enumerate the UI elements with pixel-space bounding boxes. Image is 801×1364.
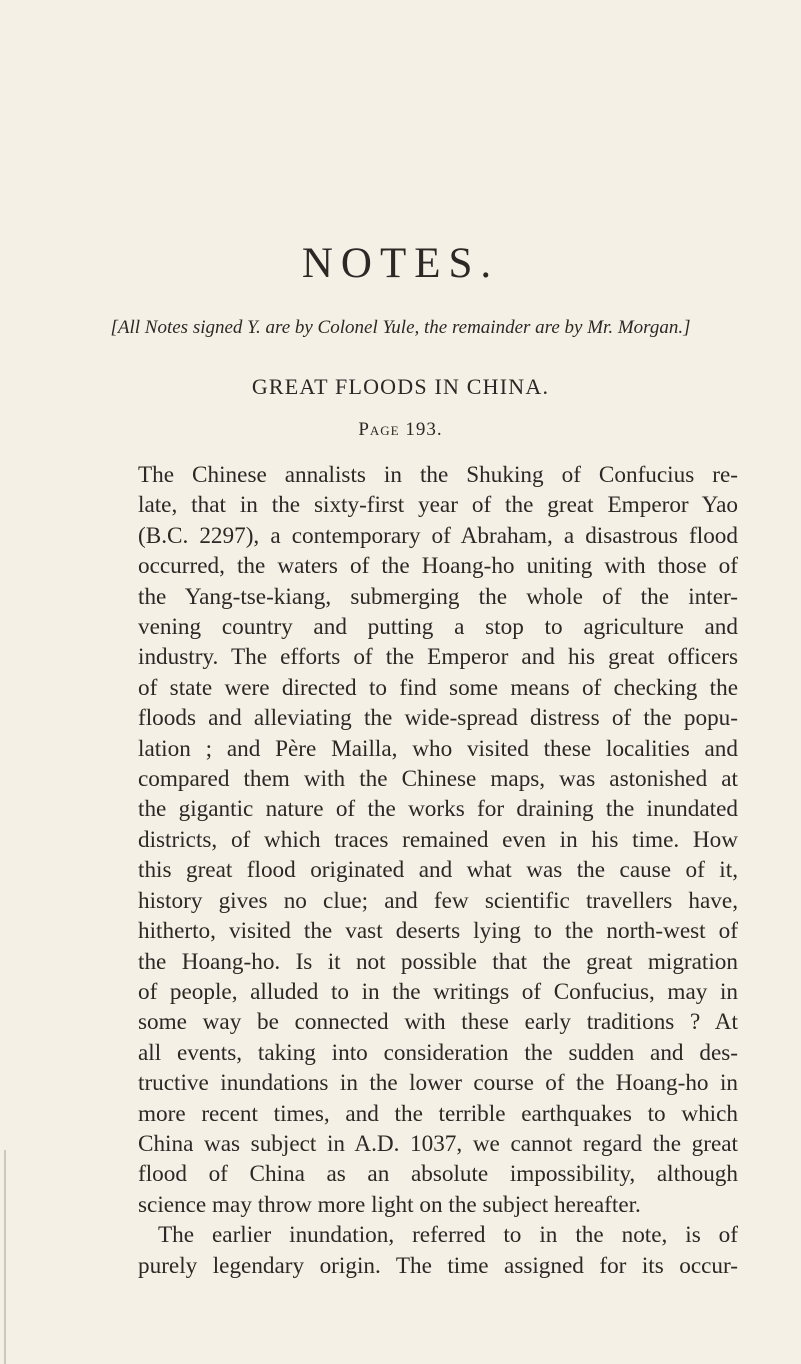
body-line: districts, of which traces remained even in his time. How <box>138 826 738 853</box>
body-line: floods and alleviating the wide-spread distress of the popu- <box>138 705 738 732</box>
body-line: The earlier inundation, referred to in the note, is of <box>158 1222 738 1249</box>
body-line: The Chinese annalists in the Shuking of Confucius re- <box>138 462 738 488</box>
body-line: flood of China as an absolute impossibility, although <box>138 1161 738 1188</box>
body-line: late, that in the sixty-first year of the great Emperor Yao <box>138 492 738 519</box>
body-line: (B.C. 2297), a contemporary of Abraham, a disastrous flood <box>138 522 738 549</box>
body-line: the Yang-tse-kiang, submerging the whole of the inter- <box>138 583 738 610</box>
section-heading: GREAT FLOODS IN CHINA. <box>251 374 550 399</box>
body-line: industry. The efforts of the Emperor and his great officers <box>138 644 738 671</box>
page-edge-line <box>4 1150 6 1364</box>
body-line: this great flood originated and what was the cause of it, <box>138 857 738 884</box>
body-line: all events, taking into consideration the sudden and des- <box>138 1039 738 1066</box>
body-paragraphs <box>138 460 738 1281</box>
body-line: some way be connected with these early traditions ? At <box>138 1009 738 1036</box>
body-line: tructive inundations in the lower course of the Hoang-ho in <box>138 1070 738 1097</box>
body-line: hitherto, visited the vast deserts lying to the north-west of <box>138 918 738 945</box>
body-line: purely legendary origin. The time assigned for its occur- <box>138 1252 738 1279</box>
body-line: compared them with the Chinese maps, was astonished at <box>138 766 738 793</box>
body-line: of state were directed to find some means of checking the <box>138 674 738 701</box>
body-line: the Hoang-ho. Is it not possible that the great migration <box>138 948 738 975</box>
body-line: more recent times, and the terrible earthquakes to which <box>138 1100 738 1127</box>
page-reference: Page 193. <box>358 419 443 440</box>
body-line: science may throw more light on the subject hereafter. <box>138 1191 641 1218</box>
body-line: the gigantic nature of the works for draining the inundated <box>138 796 738 823</box>
body-line: of people, alluded to in the writings of Confucius, may in <box>138 978 738 1005</box>
attribution-note: [All Notes signed Y. are by Colonel Yule, the remainder are by Mr. Morgan.] <box>110 317 691 338</box>
body-line: China was subject in A.D. 1037, we cannot regard the great <box>138 1130 738 1157</box>
body-line: vening country and putting a stop to agriculture and <box>138 614 738 641</box>
body-line: occurred, the waters of the Hoang-ho uniting with those of <box>138 553 738 580</box>
body-line: history gives no clue; and few scientific travellers have, <box>138 887 738 914</box>
page-title: NOTES. <box>301 240 500 287</box>
body-line: lation ; and Père Mailla, who visited these localities and <box>138 735 738 762</box>
